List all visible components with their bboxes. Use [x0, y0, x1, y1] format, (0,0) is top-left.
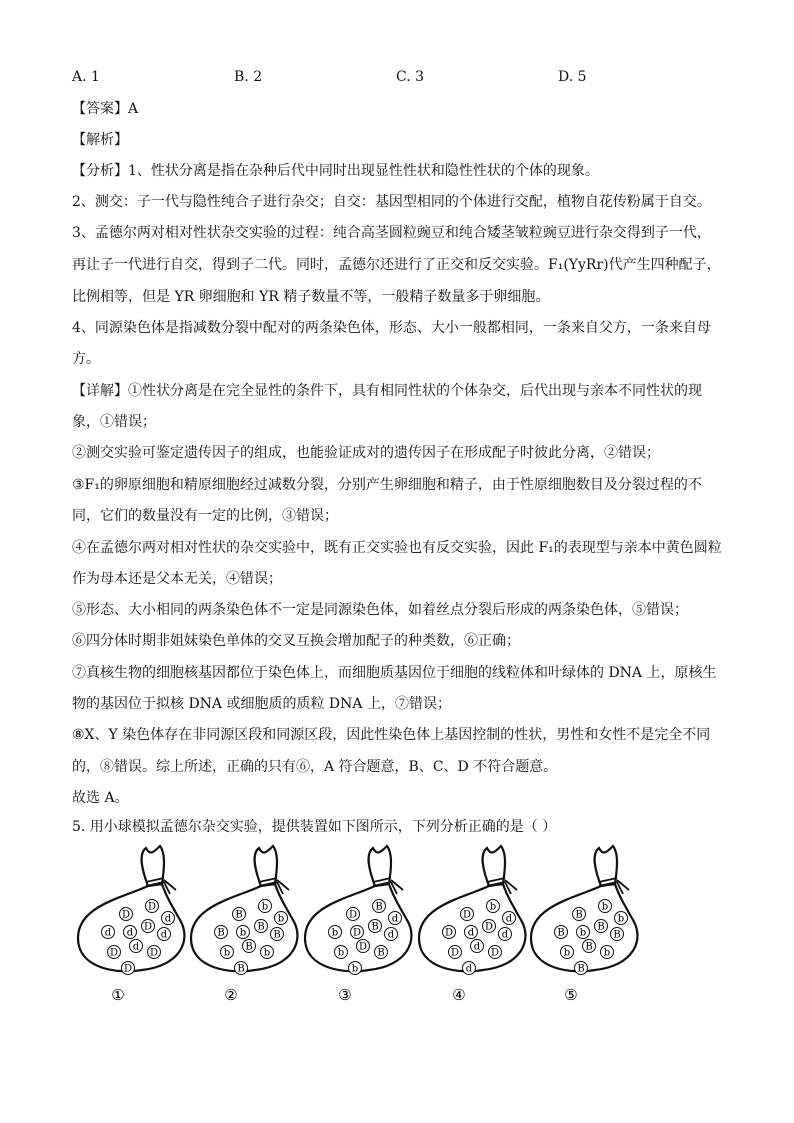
- bag-label: ③: [338, 986, 352, 1004]
- ball-label: b: [239, 927, 247, 939]
- ball-label: b: [261, 901, 269, 913]
- analysis-line: 再让子一代进行自交，得到子二代。同时，孟德尔还进行了正交和反交实验。F₁(YyRr)代产生四种配子，: [72, 257, 721, 273]
- ball-label: d: [501, 929, 509, 941]
- ball-label: B: [375, 901, 383, 913]
- ball-label: B: [273, 929, 281, 941]
- ball-label: b: [617, 913, 625, 925]
- question-5: 5. 用小球模拟孟德尔杂交实验，提供装置如下图所示，下列分析正确的是（ ）: [72, 819, 557, 835]
- ball-label: B: [371, 921, 379, 933]
- bag-label: ②: [224, 986, 238, 1004]
- ball-label: b: [331, 927, 339, 939]
- ball-label: B: [577, 963, 585, 975]
- ball-label: d: [505, 913, 513, 925]
- analysis-line: ⑤形态、大小相同的两条染色体不一定是同源染色体，如着丝点分裂后形成的两条染色体，⑤错误；: [72, 602, 688, 618]
- analysis-line: 作为母本还是父本无关，④错误；: [72, 571, 282, 587]
- ball-label: d: [387, 929, 395, 941]
- analysis-line: 方。: [72, 351, 100, 367]
- option-b: B. 2: [234, 69, 263, 85]
- ball-label: b: [263, 947, 271, 959]
- bag: [305, 846, 411, 1004]
- ball-label: D: [358, 941, 368, 953]
- bag: [78, 846, 184, 1004]
- ball-label: D: [348, 909, 358, 921]
- option-c: C. 3: [396, 69, 425, 85]
- ball-label: D: [450, 947, 460, 959]
- ball-label: B: [377, 947, 385, 959]
- ball-label: B: [235, 909, 243, 921]
- ball-label: B: [237, 963, 245, 975]
- ball-label: d: [126, 927, 134, 939]
- ball-label: b: [563, 947, 571, 959]
- analysis-line: 同，它们的数量没有一定的比例，③错误；: [72, 508, 338, 524]
- ball-label: B: [217, 927, 225, 939]
- analysis-line: 3、孟德尔两对相对性状杂交实验的过程：纯合高茎圆粒豌豆和纯合矮茎皱粒豌豆进行杂交得到子一代，: [72, 225, 711, 241]
- analysis-line: ⑧X、Y 染色体存在非同源区段和同源区段，因此性染色体上基因控制的性状，男性和女性不是完全不同: [72, 727, 711, 743]
- ball-label: d: [164, 913, 172, 925]
- ball-label: B: [613, 929, 621, 941]
- analysis-line: 的，⑧错误。综上所述，正确的只有⑥，A 符合题意，B、C、D 不符合题意。: [72, 759, 558, 775]
- bag-label: ④: [452, 986, 466, 1004]
- analysis-line: 2、测交：子一代与隐性纯合子进行杂交；自交：基因型相同的个体进行交配，植物自花传粉属于自交。: [72, 194, 711, 210]
- answer-line: 【答案】A: [72, 101, 139, 117]
- ball-label: b: [337, 947, 345, 959]
- ball-label: b: [603, 947, 611, 959]
- ball-label: D: [149, 947, 159, 959]
- ball-label: D: [123, 963, 133, 975]
- ball-label: b: [601, 901, 609, 913]
- ball-label: b: [277, 913, 285, 925]
- ball-label: D: [444, 927, 454, 939]
- ball-label: B: [597, 921, 605, 933]
- bag-label: ⑤: [564, 986, 578, 1004]
- ball-label: d: [104, 927, 112, 939]
- bag: [419, 846, 525, 1004]
- ball-label: b: [489, 901, 497, 913]
- ball-label: b: [579, 927, 587, 939]
- ball-label: b: [351, 963, 359, 975]
- ball-label: B: [257, 921, 265, 933]
- ball-label: D: [490, 947, 500, 959]
- ball-label: d: [473, 941, 481, 953]
- ball-label: D: [462, 909, 472, 921]
- bag: [531, 846, 637, 1004]
- analysis-line: ②测交实验可鉴定遗传因子的组成，也能验证成对的遗传因子在形成配子时彼此分离，②错误；: [72, 445, 660, 461]
- analysis-line: 比例相等，但是 YR 卵细胞和 YR 精子数量不等，一般精子数量多于卵细胞。: [72, 289, 550, 305]
- analysis-line: ⑥四分体时期非姐妹染色单体的交叉互换会增加配子的种类数，⑥正确；: [72, 633, 520, 649]
- ball-label: d: [391, 913, 399, 925]
- analysis-line: 物的基因位于拟核 DNA 或细胞质的质粒 DNA 上，⑦错误；: [72, 696, 451, 712]
- analysis-line: 【分析】1、性状分离是指在杂种后代中同时出现显性性状和隐性性状的个体的现象。: [72, 163, 599, 179]
- ball-label: B: [575, 909, 583, 921]
- analysis-line: ④在孟德尔两对相对性状的杂交实验中，既有正交实验也有反交实验，因此 F₁的表现型与亲本中黄色圆粒: [72, 540, 722, 556]
- ball-label: D: [121, 909, 131, 921]
- analysis-line: ③F₁的卵原细胞和精原细胞经过减数分裂，分别产生卵细胞和精子，由于性原细胞数目及分裂过程的不: [72, 477, 702, 493]
- analysis-header: 【解析】: [72, 132, 128, 148]
- bag-label: ①: [111, 986, 125, 1004]
- ball-label: d: [132, 941, 140, 953]
- ball-label: d: [467, 927, 475, 939]
- analysis-line: 象，①错误；: [72, 414, 156, 430]
- ball-label: d: [160, 929, 168, 941]
- ball-label: B: [245, 941, 253, 953]
- ball-label: b: [223, 947, 231, 959]
- analysis-line: ⑦真核生物的细胞核基因都位于染色体上，而细胞质基因位于细胞的线粒体和叶绿体的 DNA 上，原核生: [72, 665, 717, 681]
- analysis-line: 故选 A。: [72, 790, 129, 806]
- option-d: D. 5: [558, 69, 587, 85]
- ball-label: B: [585, 941, 593, 953]
- analysis-line: 【详解】①性状分离是在完全显性的条件下，具有相同性状的个体杂交，后代出现与亲本不同性状的现: [72, 383, 702, 399]
- ball-label: D: [143, 921, 153, 933]
- analysis-line: 4、同源染色体是指减数分裂中配对的两条染色体，形态、大小一般都相同，一条来自父方，一条来自母: [72, 320, 711, 336]
- ball-label: D: [352, 927, 362, 939]
- ball-label: B: [557, 927, 565, 939]
- bags-figure: [0, 840, 794, 1040]
- bag: [191, 846, 297, 1004]
- ball-label: D: [109, 947, 119, 959]
- ball-label: D: [484, 921, 494, 933]
- ball-label: d: [465, 963, 473, 975]
- ball-label: D: [147, 901, 157, 913]
- option-a: A. 1: [72, 69, 100, 85]
